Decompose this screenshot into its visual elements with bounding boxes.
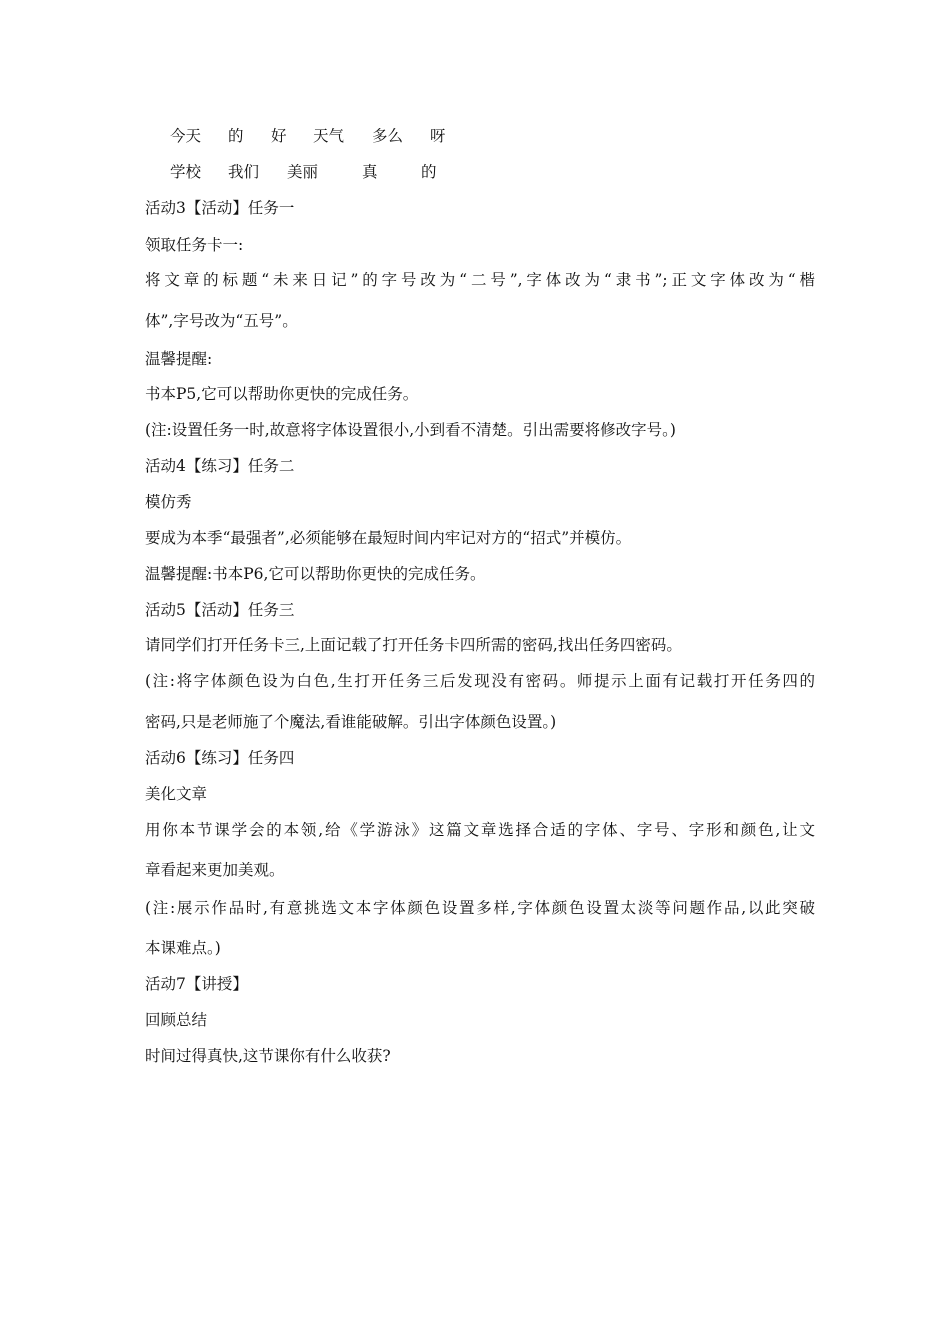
task-1-instruction-line-2: 体”,字号改为“五号”。 <box>145 312 298 330</box>
beautify-article-label: 美化文章 <box>145 785 208 803</box>
activity-3-heading: 活动3【活动】任务一 <box>145 199 295 217</box>
note-task-4-line-1: (注:展示作品时,有意挑选文本字体颜色设置多样,字体颜色设置太淡等问题作品,以此突破 <box>145 899 815 917</box>
task-1-instruction-line-1: 将文章的标题“未来日记”的字号改为“二号”,字体改为“隶书”;正文字体改为“楷 <box>145 271 815 289</box>
note-task-4-line-2: 本课难点。) <box>145 939 221 957</box>
activity-6-heading: 活动6【练习】任务四 <box>145 749 295 767</box>
word: 好 <box>271 127 287 145</box>
reminder-text-p6: 温馨提醒:书本P6,它可以帮助你更快的完成任务。 <box>145 565 486 583</box>
word: 天气 <box>313 127 345 145</box>
activity-5-heading: 活动5【活动】任务三 <box>145 601 295 619</box>
task-card-1-label: 领取任务卡一: <box>145 236 244 254</box>
task-4-instruction-line-2: 章看起来更加美观。 <box>145 861 285 879</box>
word: 的 <box>421 163 437 181</box>
word: 学校 <box>170 163 202 181</box>
word: 多么 <box>372 127 404 145</box>
word: 的 <box>228 127 244 145</box>
reminder-text-p5: 书本P5,它可以帮助你更快的完成任务。 <box>145 385 419 403</box>
word: 今天 <box>170 127 202 145</box>
reminder-label: 温馨提醒: <box>145 350 213 368</box>
review-summary-label: 回顾总结 <box>145 1011 208 1029</box>
imitation-show-label: 模仿秀 <box>145 493 192 511</box>
word: 呀 <box>430 127 446 145</box>
note-task-1: (注:设置任务一时,故意将字体设置很小,小到看不清楚。引出需要将修改字号。) <box>145 421 676 439</box>
activity-4-heading: 活动4【练习】任务二 <box>145 457 295 475</box>
activity-7-heading: 活动7【讲授】 <box>145 975 248 993</box>
task-4-instruction-line-1: 用你本节课学会的本领,给《学游泳》这篇文章选择合适的字体、字号、字形和颜色,让文 <box>145 821 815 839</box>
task-3-instruction: 请同学们打开任务卡三,上面记载了打开任务卡四所需的密码,找出任务四密码。 <box>145 636 682 654</box>
word: 真 <box>362 163 378 181</box>
note-task-3-line-2: 密码,只是老师施了个魔法,看谁能破解。引出字体颜色设置。) <box>145 713 557 731</box>
closing-question: 时间过得真快,这节课你有什么收获? <box>145 1047 391 1065</box>
word: 我们 <box>228 163 260 181</box>
task-2-instruction: 要成为本季“最强者”,必须能够在最短时间内牢记对方的“招式”并模仿。 <box>145 529 632 547</box>
word: 美丽 <box>287 163 319 181</box>
note-task-3-line-1: (注:将字体颜色设为白色,生打开任务三后发现没有密码。师提示上面有记载打开任务四的 <box>145 672 815 690</box>
